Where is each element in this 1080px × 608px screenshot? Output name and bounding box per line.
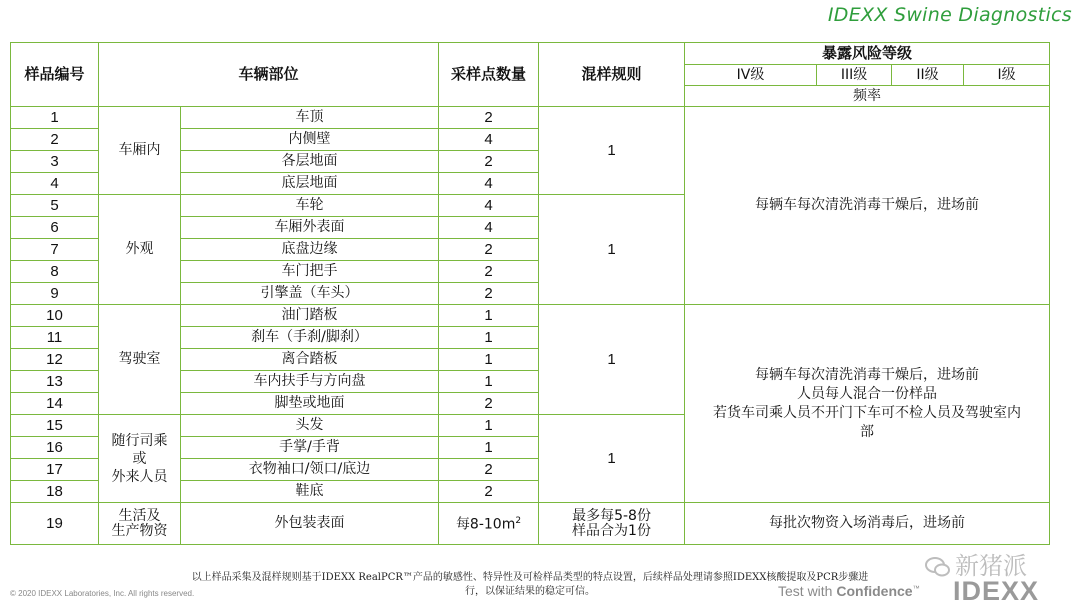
vehicle-part: 各层地面 bbox=[181, 151, 439, 173]
sample-number: 18 bbox=[11, 481, 99, 503]
sample-number: 1 bbox=[11, 107, 99, 129]
sample-number: 7 bbox=[11, 239, 99, 261]
vehicle-part: 底层地面 bbox=[181, 173, 439, 195]
frequency-line: 若货车司乘人员不开门下车可不检人员及驾驶室内 bbox=[713, 404, 1022, 421]
footnote-line-1: 以上样品采集及混样规则基于IDEXX RealPCR™产品的敏感性、特异性及可检样品类型的特点设置，后续样品处理请参照IDEXX核酸提取及PCR步骤进 bbox=[191, 572, 869, 583]
sampling-points: 2 bbox=[439, 151, 539, 173]
level-iii: III级 bbox=[817, 65, 892, 86]
watermark-text: 新猪派 bbox=[955, 552, 1027, 580]
table-row bbox=[11, 503, 1050, 545]
tagline bbox=[778, 583, 920, 599]
brand-title: IDEXX Swine Diagnostics bbox=[827, 4, 1072, 26]
sample-number: 19 bbox=[11, 503, 99, 545]
pooling-rule: 1 bbox=[539, 415, 685, 503]
level-ii: II级 bbox=[892, 65, 964, 86]
header-sampling-points: 采样点数量 bbox=[439, 43, 539, 107]
sample-number: 6 bbox=[11, 217, 99, 239]
vehicle-part: 油门踏板 bbox=[181, 305, 439, 327]
group-label bbox=[99, 415, 181, 503]
vehicle-part: 外包装表面 bbox=[181, 503, 439, 545]
sample-number: 15 bbox=[11, 415, 99, 437]
header-sample-no: 样品编号 bbox=[11, 43, 99, 107]
points-text: 每8-10m bbox=[455, 516, 516, 533]
sample-number: 16 bbox=[11, 437, 99, 459]
sampling-points: 1 bbox=[439, 437, 539, 459]
sampling-points: 4 bbox=[439, 173, 539, 195]
sample-number: 9 bbox=[11, 283, 99, 305]
frequency-line: 每辆车每次清洗消毒干燥后，进场前 bbox=[755, 366, 980, 383]
vehicle-part: 底盘边缘 bbox=[181, 239, 439, 261]
group-label-line: 生产物资 bbox=[111, 522, 168, 539]
group-label: 车厢内 bbox=[99, 107, 181, 195]
sampling-points: 1 bbox=[439, 349, 539, 371]
header-pooling-rule: 混样规则 bbox=[539, 43, 685, 107]
tagline-tm: ™ bbox=[912, 585, 920, 593]
vehicle-part: 鞋底 bbox=[181, 481, 439, 503]
vehicle-part: 脚垫或地面 bbox=[181, 393, 439, 415]
sample-number: 11 bbox=[11, 327, 99, 349]
group-label-line: 外来人员 bbox=[111, 468, 168, 485]
vehicle-part: 手掌/手背 bbox=[181, 437, 439, 459]
sampling-points: 2 bbox=[439, 239, 539, 261]
sampling-points bbox=[439, 503, 539, 545]
level-iv: IV级 bbox=[685, 65, 817, 86]
vehicle-part: 引擎盖（车头） bbox=[181, 283, 439, 305]
pooling-rule: 1 bbox=[539, 195, 685, 305]
vehicle-part: 车顶 bbox=[181, 107, 439, 129]
header-frequency: 频率 bbox=[685, 86, 1050, 107]
vehicle-part: 车轮 bbox=[181, 195, 439, 217]
sampling-points: 1 bbox=[439, 415, 539, 437]
header-risk-level: 暴露风险等级 bbox=[685, 43, 1050, 65]
vehicle-part: 头发 bbox=[181, 415, 439, 437]
sample-number: 8 bbox=[11, 261, 99, 283]
copyright-text: © 2020 IDEXX Laboratories, Inc. All rights reserved. bbox=[10, 589, 195, 598]
frequency-cell bbox=[685, 305, 1050, 503]
vehicle-part: 车内扶手与方向盘 bbox=[181, 371, 439, 393]
points-sup: 2 bbox=[515, 516, 522, 527]
pooling-rule: 1 bbox=[539, 305, 685, 415]
sampling-points: 4 bbox=[439, 129, 539, 151]
group-label bbox=[99, 503, 181, 545]
group-label: 驾驶室 bbox=[99, 305, 181, 415]
pool-line: 样品合为1份 bbox=[572, 522, 651, 539]
sampling-points: 2 bbox=[439, 261, 539, 283]
vehicle-part: 车门把手 bbox=[181, 261, 439, 283]
sample-number: 5 bbox=[11, 195, 99, 217]
table-row bbox=[11, 305, 1050, 327]
sample-number: 2 bbox=[11, 129, 99, 151]
frequency-cell: 每批次物资入场消毒后，进场前 bbox=[685, 503, 1050, 545]
group-label: 外观 bbox=[99, 195, 181, 305]
sample-number: 3 bbox=[11, 151, 99, 173]
sampling-points: 1 bbox=[439, 305, 539, 327]
sampling-points: 2 bbox=[439, 107, 539, 129]
vehicle-part: 衣物袖口/领口/底边 bbox=[181, 459, 439, 481]
sampling-points: 1 bbox=[439, 327, 539, 349]
sample-number: 10 bbox=[11, 305, 99, 327]
wechat-icon bbox=[925, 556, 951, 578]
frequency-cell: 每辆车每次清洗消毒干燥后，进场前 bbox=[685, 107, 1050, 305]
table-row bbox=[11, 107, 1050, 129]
sample-number: 4 bbox=[11, 173, 99, 195]
level-i: I级 bbox=[964, 65, 1050, 86]
group-label-line: 随行司乘 bbox=[111, 432, 168, 449]
header-vehicle-part: 车辆部位 bbox=[99, 43, 439, 107]
sample-number: 13 bbox=[11, 371, 99, 393]
sampling-points: 4 bbox=[439, 195, 539, 217]
pooling-rule bbox=[539, 503, 685, 545]
idexx-logo: IDEXX bbox=[953, 576, 1040, 606]
tagline-bold: Confidence bbox=[836, 583, 913, 599]
frequency-line: 人员每人混合一份样品 bbox=[797, 385, 938, 402]
sampling-points: 2 bbox=[439, 393, 539, 415]
group-label-line: 或 bbox=[132, 450, 147, 467]
sampling-points: 2 bbox=[439, 459, 539, 481]
vehicle-part: 刹车（手刹/脚刹） bbox=[181, 327, 439, 349]
pool-line: 最多每5-8份 bbox=[572, 507, 651, 524]
vehicle-part: 车厢外表面 bbox=[181, 217, 439, 239]
footnote-line-2: 行，以保证结果的稳定可信。 bbox=[465, 586, 595, 597]
group-label-line: 生活及 bbox=[118, 507, 161, 524]
sampling-table bbox=[10, 42, 1050, 545]
frequency-line: 部 bbox=[860, 423, 875, 440]
sample-number: 14 bbox=[11, 393, 99, 415]
vehicle-part: 内侧壁 bbox=[181, 129, 439, 151]
sample-number: 12 bbox=[11, 349, 99, 371]
sampling-points: 2 bbox=[439, 283, 539, 305]
tagline-prefix: Test with bbox=[778, 583, 837, 599]
sampling-points: 2 bbox=[439, 481, 539, 503]
pooling-rule: 1 bbox=[539, 107, 685, 195]
vehicle-part: 离合踏板 bbox=[181, 349, 439, 371]
sampling-points: 1 bbox=[439, 371, 539, 393]
sample-number: 17 bbox=[11, 459, 99, 481]
sampling-points: 4 bbox=[439, 217, 539, 239]
